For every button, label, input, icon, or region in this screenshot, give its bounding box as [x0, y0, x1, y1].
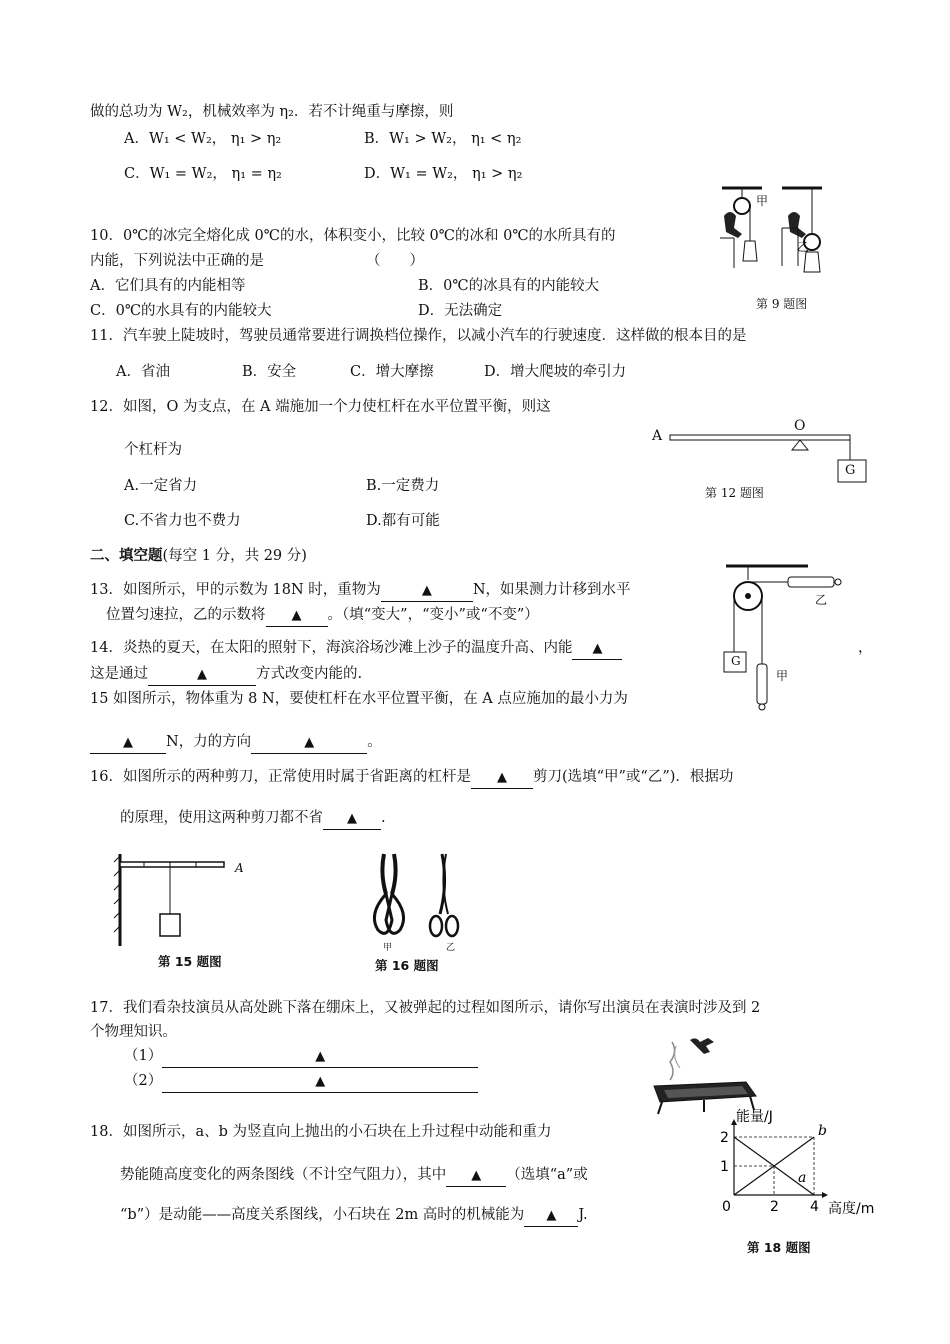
- q16-text-d: .: [381, 810, 386, 826]
- q11-stem: 11．汽车驶上陡坡时，驾驶员通常要进行调换档位操作，以减小汽车的行驶速度．这样做的根本目的是: [90, 328, 747, 344]
- q16-label-jia: 甲: [383, 943, 393, 953]
- q16-text-b: 剪刀(选填“甲”或“乙”)．根据功: [532, 769, 734, 785]
- q9-option-c: C．W₁ = W₂， η₁ = η₂: [124, 166, 282, 182]
- blank-marker: ▲: [496, 770, 507, 785]
- q15-blank-1[interactable]: [90, 732, 166, 754]
- blank-marker: ▲: [315, 1074, 326, 1089]
- blank-marker: ▲: [546, 1208, 557, 1223]
- q15-lever-figure: [112, 852, 252, 952]
- q13-blank-1[interactable]: [381, 580, 473, 602]
- q14-text-c: 方式改变内能的.: [256, 666, 363, 682]
- q18-text-a: 势能随高度变化的两条图线（不计空气阻力），其中: [120, 1167, 447, 1183]
- q15-text-c: 。: [367, 734, 382, 750]
- q9-label-jia: 甲: [756, 194, 769, 208]
- q16-text-c: 的原理，使用这两种剪刀都不省: [120, 810, 323, 826]
- q12-option-b: B.一定费力: [366, 478, 440, 494]
- x-axis-arrow: [822, 1192, 828, 1198]
- q9-option-a: A．W₁ < W₂， η₁ > η₂: [124, 131, 282, 147]
- x-tick-label: 4: [810, 1199, 819, 1215]
- q13-figure: [718, 560, 848, 710]
- q10-option-a: A．它们具有的内能相等: [90, 278, 246, 294]
- q15-blank-2[interactable]: [251, 732, 367, 754]
- q9-figure-caption: 第 9 题图: [756, 297, 808, 311]
- q18-blank-1[interactable]: [446, 1165, 506, 1187]
- q12-option-a: A.一定省力: [124, 478, 198, 494]
- x-axis-title: 高度/m: [828, 1201, 875, 1217]
- q12-line1: 12．如图，O 为支点，在 A 端施加一个力使杠杆在水平位置平衡，则这: [90, 399, 551, 415]
- q17-item-2-label: （2）: [124, 1073, 163, 1089]
- q16-blank-1[interactable]: [471, 767, 533, 789]
- blank-marker: ▲: [421, 583, 432, 598]
- q13-label-yi: 乙: [815, 593, 828, 607]
- q13-text-a: 13．如图所示，甲的示数为 18N 时，重物为: [90, 582, 381, 598]
- q16-label-yi: 乙: [446, 943, 456, 953]
- q13-text-d: 。（填“变大”，“变小”或“不变”）: [327, 607, 539, 623]
- x-tick-label: 2: [770, 1199, 779, 1215]
- section2-title: 二、填空题: [90, 548, 163, 564]
- q13-blank-2[interactable]: [266, 605, 328, 627]
- q17-blank-1[interactable]: [162, 1046, 478, 1068]
- blank-marker: ▲: [123, 735, 133, 750]
- q13-label-jia: 甲: [776, 669, 789, 683]
- q13-text-c: 位置匀速拉，乙的示数将: [106, 607, 266, 623]
- blank-marker: ▲: [471, 1168, 482, 1183]
- blank-marker: ▲: [304, 735, 315, 750]
- q17-line2: 个物理知识。: [90, 1024, 177, 1040]
- series-label-b: b: [818, 1123, 827, 1139]
- q16-line1: [90, 767, 733, 789]
- q15-label-a: A: [235, 861, 244, 875]
- y-tick-label: 1: [720, 1159, 729, 1175]
- q18-blank-2[interactable]: [524, 1205, 578, 1227]
- q9-option-b: B．W₁ > W₂， η₁ < η₂: [364, 131, 522, 147]
- blank-marker: ▲: [315, 1049, 326, 1064]
- q10-option-c: C．0℃的水具有的内能较大: [90, 303, 272, 319]
- q18-figure-caption: 第 18 题图: [747, 1240, 811, 1255]
- q14-line1-end: ，: [858, 640, 873, 656]
- q16-text-a: 16．如图所示的两种剪刀，正常使用时属于省距离的杠杆是: [90, 769, 471, 785]
- q9-figure: [712, 186, 832, 286]
- q13-label-g: G: [731, 654, 741, 668]
- q14-text-b: 这是通过: [90, 666, 148, 682]
- q12-label-o: O: [794, 418, 806, 434]
- q12-line2: 个杠杆为: [124, 442, 182, 458]
- blank-marker: ▲: [347, 811, 357, 826]
- q13-text-b: N，如果测力计移到水平: [472, 582, 631, 598]
- q17-line1: 17．我们看杂技演员从高处跳下落在绷床上，又被弹起的过程如图所示，请你写出演员在表演时涉及到 2: [90, 1000, 761, 1016]
- q9-stem-tail: 做的总功为 W₂，机械效率为 η₂．若不计绳重与摩擦，则: [90, 104, 454, 120]
- q18-line1: 18．如图所示，a、b 为竖直向上抛出的小石块在上升过程中动能和重力: [90, 1124, 552, 1140]
- q18-line2: [120, 1165, 588, 1187]
- q14-line2: [90, 664, 362, 686]
- x-tick-label: 0: [722, 1199, 731, 1215]
- q17-item-1: [124, 1046, 478, 1068]
- q13-line1: [90, 580, 631, 602]
- blank-marker: ▲: [291, 608, 302, 623]
- y-tick-label: 2: [720, 1130, 729, 1146]
- q16-figure-caption: 第 16 题图: [375, 958, 439, 973]
- q18-energy-height-chart: [712, 1107, 882, 1232]
- q12-option-d: D.都有可能: [366, 513, 440, 529]
- blank-marker: ▲: [592, 641, 603, 656]
- q14-line1: [90, 638, 622, 660]
- q14-blank-1[interactable]: [572, 638, 622, 660]
- y-axis-title: 能量/J: [736, 1109, 773, 1125]
- series-label-a: a: [798, 1169, 807, 1186]
- blank-marker: ▲: [197, 667, 207, 682]
- q10-option-d: D．无法确定: [418, 303, 503, 319]
- q16-line2: [120, 808, 386, 830]
- q17-item-1-label: （1）: [124, 1048, 163, 1064]
- q17-trampoline-figure: [650, 1034, 760, 1114]
- q15-line1: 15 如图所示，物体重为 8 N，要使杠杆在水平位置平衡，在 A 点应施加的最小力为: [90, 691, 628, 707]
- q10-paren: （ ）: [366, 253, 424, 269]
- q15-text-b: N，力的方向: [166, 734, 252, 750]
- q15-figure-caption: 第 15 题图: [158, 954, 222, 969]
- q16-blank-2[interactable]: [323, 808, 381, 830]
- q11-option-a: A．省油: [116, 364, 170, 380]
- q10-option-b: B．0℃的冰具有的内能较大: [418, 278, 600, 294]
- q18-text-d: J.: [578, 1207, 588, 1223]
- q14-blank-2[interactable]: [148, 664, 256, 686]
- q14-text-a: 14．炎热的夏天，在太阳的照射下，海滨浴场沙滩上沙子的温度升高、内能: [90, 640, 573, 656]
- section2-heading: [90, 546, 307, 566]
- q10-line2: 内能，下列说法中正确的是: [90, 253, 264, 269]
- q12-label-a: A: [652, 428, 663, 444]
- q12-figure-caption: 第 12 题图: [705, 486, 764, 500]
- section2-note: (每空 1 分，共 29 分): [162, 548, 307, 564]
- q9-label-yi: 乙: [797, 240, 810, 254]
- q13-line2: [106, 605, 539, 627]
- q10-line1: 10．0℃的冰完全熔化成 0℃的水，体积变小，比较 0℃的冰和 0℃的水所具有的: [90, 228, 616, 244]
- q12-label-g: G: [845, 463, 856, 478]
- q11-option-c: C．增大摩擦: [350, 364, 434, 380]
- q11-option-b: B．安全: [242, 364, 297, 380]
- q17-blank-2[interactable]: [162, 1071, 478, 1093]
- q18-line3: [120, 1205, 588, 1227]
- q9-option-d: D．W₁ = W₂， η₁ > η₂: [364, 166, 523, 182]
- q17-item-2: [124, 1071, 478, 1093]
- q18-text-c: “b”）是动能——高度关系图线，小石块在 2m 高时的机械能为: [120, 1207, 525, 1223]
- q12-option-c: C.不省力也不费力: [124, 513, 241, 529]
- q11-option-d: D．增大爬坡的牵引力: [484, 364, 627, 380]
- q18-text-b: （选填“a”或: [506, 1167, 588, 1183]
- q16-scissors-figure: [364, 850, 474, 950]
- q15-line2: [90, 732, 382, 754]
